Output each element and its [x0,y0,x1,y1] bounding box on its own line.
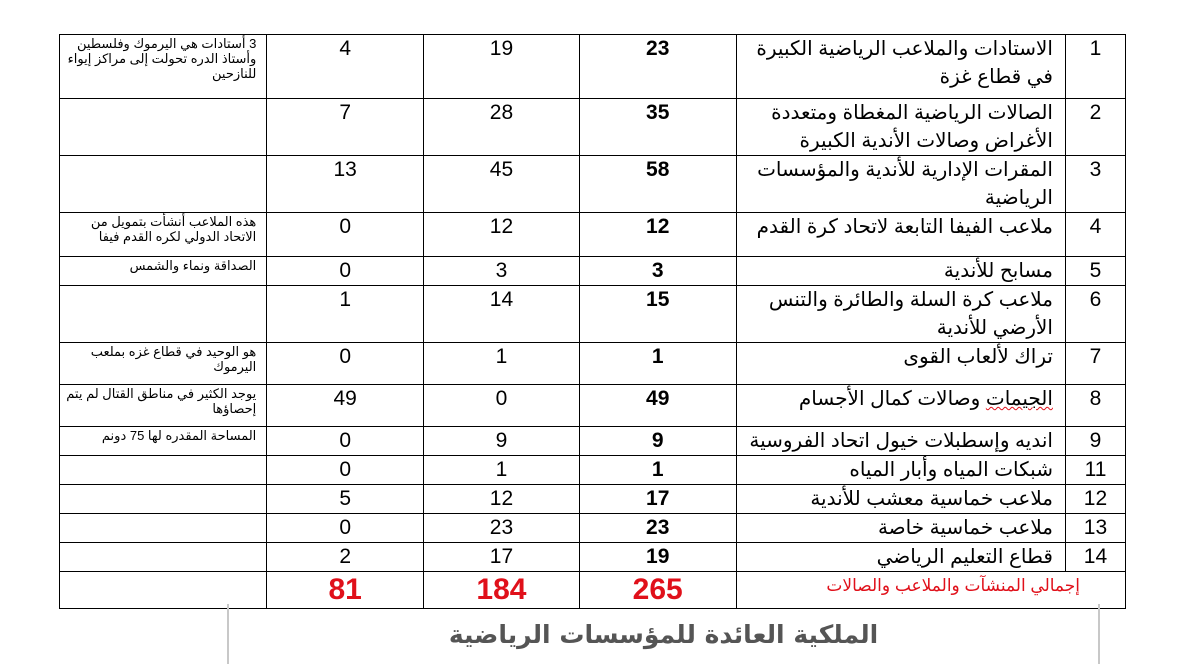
totals-row [60,572,1126,609]
facility-name: مسابح للأندية [943,260,1053,282]
value-cell: 19 [489,37,514,60]
value-cell: 1 [495,458,508,481]
row-number: 2 [1089,101,1102,124]
facility-name: ملاعب خماسية معشب للأندية [810,488,1053,510]
total-value-cell: 1 [651,345,664,368]
table-row [60,343,1126,385]
row-number: 8 [1089,387,1102,410]
note-cell [60,514,266,515]
table-row [60,156,1126,213]
total-value-cell: 17 [646,487,670,510]
note-cell [60,456,266,457]
value-cell: 13 [333,158,357,181]
total-value-cell: 3 [651,259,664,282]
row-number: 14 [1083,545,1108,568]
facility-name: ملاعب خماسية خاصة [877,517,1053,539]
total-value-cell: 23 [646,37,670,60]
grand-total-a: 81 [328,573,362,606]
row-number: 6 [1089,288,1102,311]
facility-name: قطاع التعليم الرياضي [876,546,1053,568]
note-cell: هذه الملاعب أنشأت بتمويل من الاتحاد الدولي لكره القدم فيفا [90,214,257,244]
table-row [60,427,1126,456]
row-number: 12 [1083,487,1108,510]
value-cell: 45 [489,158,514,181]
table-row [60,543,1126,572]
value-cell: 0 [339,516,352,539]
value-cell: 5 [339,487,352,510]
value-cell: 2 [339,545,352,568]
note-cell [60,156,266,157]
caption-box [227,604,1100,664]
value-cell: 0 [495,387,508,410]
note-cell: المساحة المقدره لها 75 دونم [101,428,257,443]
note-cell [60,543,266,544]
spellcheck-underline-word: الجيمات [985,388,1053,410]
table-row [60,35,1126,99]
value-cell: 0 [339,458,352,481]
value-cell: 0 [339,215,352,238]
note-cell [60,286,266,287]
facility-name: ملاعب الفيفا التابعة لاتحاد كرة القدم [756,216,1053,238]
value-cell: 1 [339,288,352,311]
value-cell: 1 [495,345,508,368]
row-number: 1 [1089,37,1102,60]
table-row [60,213,1126,257]
total-value-cell: 49 [646,387,670,410]
value-cell: 17 [489,545,514,568]
row-number: 4 [1089,215,1102,238]
value-cell: 14 [489,288,514,311]
row-number: 3 [1089,158,1102,181]
note-cell: الصداقة ونماء والشمس [129,258,257,273]
facility-name: انديه وإسطبلات خيول اتحاد الفروسية [749,430,1053,452]
total-value-cell: 19 [646,545,670,568]
note-cell: هو الوحيد في قطاع غزه بملعب اليرموك [90,344,257,374]
note-cell: يوجد الكثير في مناطق القتال لم يتم إحصاؤها [66,386,257,416]
totals-label: إجمالي المنشآت والملاعب والصالات [826,576,1080,595]
row-number: 7 [1089,345,1102,368]
row-number: 11 [1084,458,1107,481]
facilities-table [59,34,1126,609]
note-cell: 3 أستادات هي اليرموك وفلسطين وأستاذ الدره تحولت إلى مراكز إيواء للنازحين [67,36,257,81]
row-number: 5 [1089,259,1102,282]
facility-name: تراك لألعاب القوى [903,346,1053,368]
facility-name-rest: وصالات كمال الأجسام [798,388,986,410]
total-value-cell: 35 [646,101,670,124]
table-row [60,514,1126,543]
grand-total-b: 184 [476,573,527,606]
facility-name: ملاعب كرة السلة والطائرة والتنس الأرضي للأندية [768,289,1053,339]
value-cell: 0 [339,429,352,452]
value-cell: 4 [339,37,352,60]
table-row [60,286,1126,343]
table-row [60,99,1126,156]
note-cell [60,485,266,486]
facility-name [737,385,1065,413]
total-value-cell: 23 [646,516,670,539]
value-cell: 28 [489,101,514,124]
value-cell: 3 [495,259,508,282]
value-cell: 49 [333,387,357,410]
facility-name: الاستادات والملاعب الرياضية الكبيرة في قطاع غزة [756,38,1053,88]
value-cell: 0 [339,259,352,282]
table-row [60,456,1126,485]
total-value-cell: 1 [651,458,664,481]
note-cell [60,99,266,100]
table-row [60,485,1126,514]
row-number: 13 [1083,516,1108,539]
value-cell: 23 [489,516,514,539]
table-row [60,385,1126,427]
table-row [60,257,1126,286]
facility-name: الصالات الرياضية المغطاة ومتعددة الأغراض وصالات الأندية الكبيرة [771,102,1053,152]
value-cell: 12 [489,215,514,238]
facility-name: شبكات المياه وأبار المياه [849,459,1053,481]
total-value-cell: 12 [646,215,670,238]
grand-total: 265 [632,573,683,606]
total-value-cell: 9 [651,429,664,452]
value-cell: 7 [339,101,352,124]
row-number: 9 [1089,429,1102,452]
total-value-cell: 58 [646,158,670,181]
value-cell: 0 [339,345,352,368]
facility-name: المقرات الإدارية للأندية والمؤسسات الرياضية [757,159,1053,209]
section-caption: الملكية العائدة للمؤسسات الرياضية [448,620,879,649]
value-cell: 9 [495,429,508,452]
value-cell: 12 [489,487,514,510]
total-value-cell: 15 [646,288,670,311]
